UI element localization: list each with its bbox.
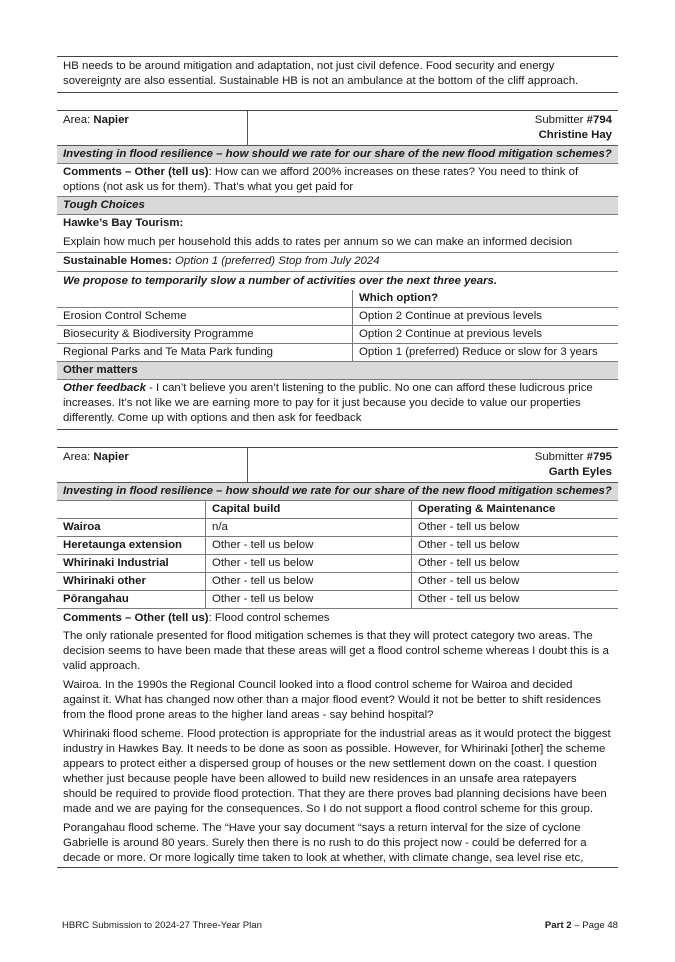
area-value: Napier bbox=[93, 451, 129, 463]
scheme-capital: Other - tell us below bbox=[206, 537, 412, 555]
operating-header: Operating & Maintenance bbox=[412, 501, 619, 519]
feedback-row bbox=[57, 380, 618, 430]
homes-label: Sustainable Homes: bbox=[63, 255, 172, 267]
scheme-operating: Other - tell us below bbox=[412, 537, 619, 555]
comments-label: Comments – Other (tell us) bbox=[63, 612, 209, 624]
comment-paragraph: Wairoa. In the 1990s the Regional Council looked into a flood control scheme for Wairoa and decided against it. What has changed now other than a major flood event? Would it not be better to shift residences from the flood prone areas to the higher land areas - say behind hospital? bbox=[63, 679, 602, 721]
submission-header bbox=[57, 448, 618, 483]
activity-name: Regional Parks and Te Mata Park funding bbox=[57, 344, 353, 362]
intro-text: HB needs to be around mitigation and adaptation, not just civil defence. Food security and energy sovereignty are also essential. Sustainable HB is not an ambulance at the bottom of the cliff approach. bbox=[63, 60, 579, 87]
activities-table bbox=[57, 290, 618, 362]
submission-header bbox=[57, 111, 618, 146]
scheme-name: Wairoa bbox=[57, 519, 206, 537]
table-row bbox=[57, 326, 618, 344]
activity-name: Erosion Control Scheme bbox=[57, 308, 353, 326]
comment-paragraph: The only rationale presented for flood mitigation schemes is that they will protect category two areas. The decision seems to have been made that these areas will get a flood control scheme whereas I doubt this is a valid approach. bbox=[63, 630, 609, 672]
submitter-label: Submitter bbox=[534, 451, 587, 463]
scheme-name: Whirinaki Industrial bbox=[57, 555, 206, 573]
feedback-text: - I can’t believe you aren’t listening to the public. No one can afford these ludicrous price increases. It’s not like we are earning more to pay for it just because you decide to value our properties differently. Come up with options and then ask for feedback bbox=[63, 382, 593, 424]
footer-page bbox=[545, 918, 618, 933]
submitter-cell bbox=[248, 448, 618, 482]
tourism-text: Explain how much per household this adds to rates per annum so we can make an informed decision bbox=[57, 234, 618, 253]
slow-heading: We propose to temporarily slow a number of activities over the next three years. bbox=[63, 275, 498, 287]
table-row bbox=[57, 344, 618, 362]
comments-text: : How can we afford 200% increases on these rates? You need to think of options (not ask us for them). That’s what you get paid for bbox=[63, 166, 579, 193]
empty-header-cell bbox=[57, 290, 353, 308]
scheme-name: Heretaunga extension bbox=[57, 537, 206, 555]
table-row bbox=[57, 308, 618, 326]
comments-text: : Flood control schemes bbox=[208, 612, 330, 624]
scheme-capital: Other - tell us below bbox=[206, 573, 412, 591]
scheme-operating: Other - tell us below bbox=[412, 519, 619, 537]
table-header-row bbox=[57, 501, 618, 519]
submitter-name: Christine Hay bbox=[538, 129, 612, 141]
table-header-row bbox=[57, 290, 618, 308]
homes-row bbox=[57, 253, 618, 272]
tough-choices-heading: Tough Choices bbox=[57, 197, 618, 215]
which-option-header: Which option? bbox=[353, 290, 619, 308]
scheme-name: Pōrangahau bbox=[57, 591, 206, 609]
area-label: Area: bbox=[63, 114, 94, 126]
table-row bbox=[57, 537, 618, 555]
capital-header: Capital build bbox=[206, 501, 412, 519]
activity-option: Option 2 Continue at previous levels bbox=[353, 326, 619, 344]
empty-header-cell bbox=[57, 501, 206, 519]
document-page bbox=[57, 56, 618, 868]
other-matters-heading: Other matters bbox=[57, 362, 618, 380]
activity-name: Biosecurity & Biodiversity Programme bbox=[57, 326, 353, 344]
homes-text: Option 1 (preferred) Stop from July 2024 bbox=[171, 255, 380, 267]
scheme-name: Whirinaki other bbox=[57, 573, 206, 591]
activity-option: Option 2 Continue at previous levels bbox=[353, 308, 619, 326]
submitter-cell bbox=[248, 111, 618, 145]
scheme-operating: Other - tell us below bbox=[412, 573, 619, 591]
submitter-number: #795 bbox=[586, 451, 612, 463]
submitter-label: Submitter bbox=[534, 114, 587, 126]
activity-option: Option 1 (preferred) Reduce or slow for 3 years bbox=[353, 344, 619, 362]
tourism-label: Hawke’s Bay Tourism: bbox=[63, 217, 184, 229]
intro-block bbox=[57, 56, 618, 93]
scheme-capital: n/a bbox=[206, 519, 412, 537]
submission-795 bbox=[57, 447, 618, 868]
footer-part: Part 2 bbox=[544, 920, 572, 931]
comments-label: Comments – Other (tell us) bbox=[63, 166, 209, 178]
scheme-operating: Other - tell us below bbox=[412, 555, 619, 573]
comment-paragraph: Whirinaki flood scheme. Flood protection is appropriate for the industrial areas as it would protect the biggest industry in Hawkes Bay. It needs to be done as soon as possible. However, for Whirinaki [other] the scheme appears to protect either a dispersed group of houses or the new settlement down on the coast. I question whether just because people have been allowed to build new residences in an unsafe area ratepayers should be required to provide flood protection. That they are there proves bad planning decisions have been made and we are paying for the consequences. So I do not support a flood control scheme for this group. bbox=[63, 728, 611, 815]
comment-paragraph: Porangahau flood scheme. The “Have your say document “says a return interval for the size of cyclone Gabrielle is around 80 years. Surely then there is no rush to do this project now - could be deferred for a decade or more. Or more logically time taken to look at whether, with climate change, sea level rise etc, bbox=[57, 820, 618, 868]
area-value: Napier bbox=[93, 114, 129, 126]
flood-heading: Investing in flood resilience – how should we rate for our share of the new flood mitigation schemes? bbox=[57, 483, 618, 501]
area-cell bbox=[57, 448, 248, 482]
submission-794 bbox=[57, 110, 618, 430]
scheme-capital: Other - tell us below bbox=[206, 555, 412, 573]
footer-title: HBRC Submission to 2024-27 Three-Year Plan bbox=[62, 920, 262, 931]
feedback-label: Other feedback bbox=[63, 382, 146, 394]
submitter-number: #794 bbox=[586, 114, 612, 126]
page-footer bbox=[62, 918, 618, 933]
table-row bbox=[57, 591, 618, 609]
area-label: Area: bbox=[63, 451, 94, 463]
table-row bbox=[57, 519, 618, 537]
comments-row bbox=[57, 164, 618, 197]
schemes-table bbox=[57, 501, 618, 609]
table-row bbox=[57, 573, 618, 591]
table-row bbox=[57, 555, 618, 573]
flood-heading: Investing in flood resilience – how should we rate for our share of the new flood mitigation schemes? bbox=[57, 146, 618, 164]
scheme-operating: Other - tell us below bbox=[412, 591, 619, 609]
comments-row bbox=[57, 609, 618, 628]
area-cell bbox=[57, 111, 248, 145]
scheme-capital: Other - tell us below bbox=[206, 591, 412, 609]
submitter-name: Garth Eyles bbox=[548, 466, 612, 478]
footer-page-number: – Page 48 bbox=[571, 920, 618, 931]
